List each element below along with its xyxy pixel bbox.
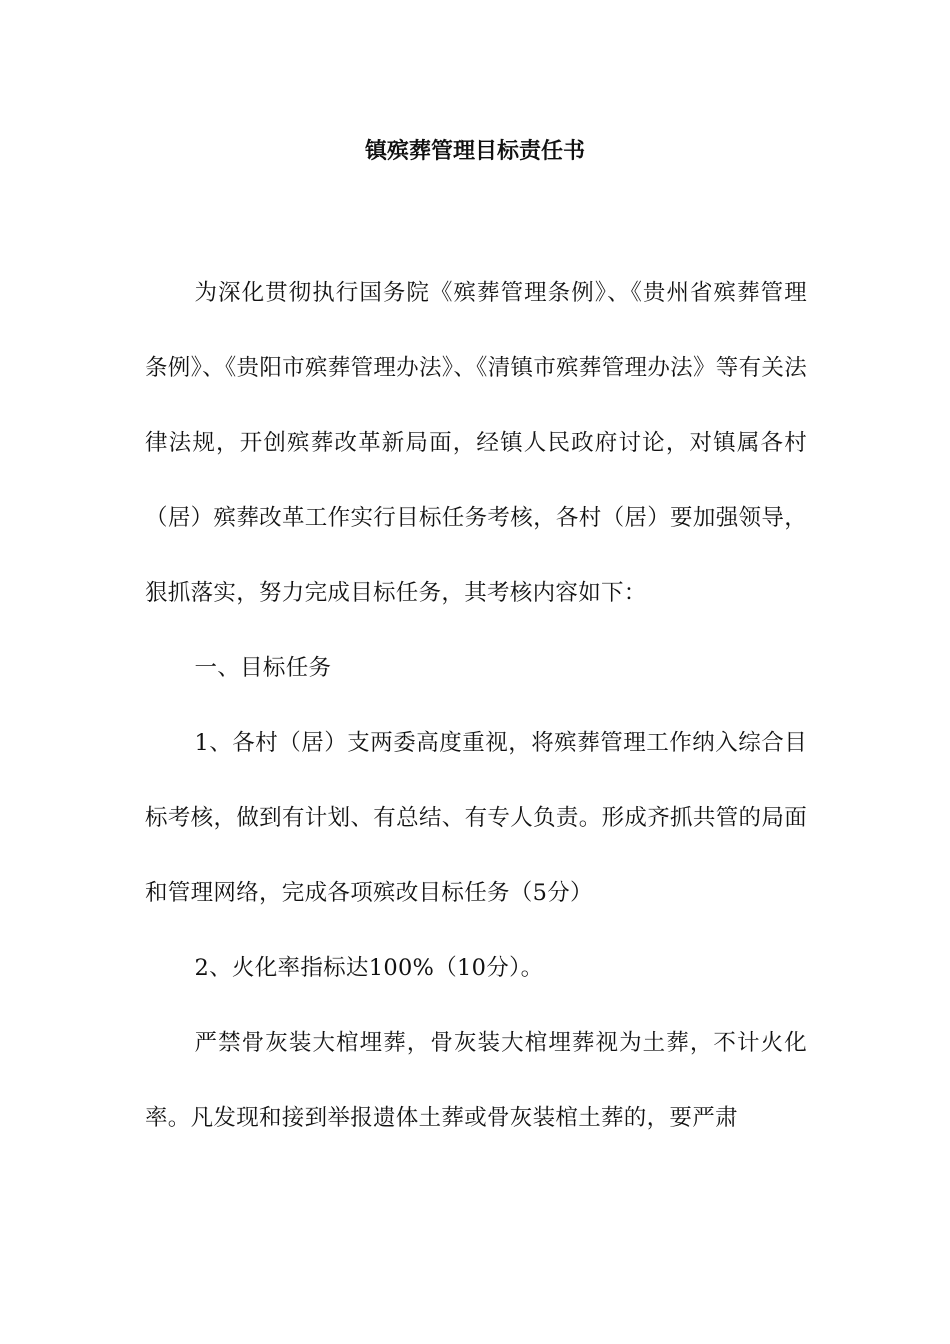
document-title: 镇殡葬管理目标责任书	[364, 138, 585, 164]
paragraph-intro: 为深化贯彻执行国务院《殡葬管理条例》、《贵州省殡葬管理条例》、《贵阳市殡葬管理办法》、《清镇市殡葬管理办法》等有关法律法规，开创殡葬改革新局面，经镇人民政府讨论，对镇属各村（居）殡葬改革工作实行目标任务考核，各村（居）要加强领导，狠抓落实，努力完成目标任务，其考核内容如下：	[145, 280, 807, 606]
section-heading-targets: 一、目标任务	[194, 655, 332, 681]
paragraph-cremation-rule: 严禁骨灰装大棺埋葬，骨灰装大棺埋葬视为土葬，不计火化率。凡发现和接到举报遗体土葬或骨灰装棺土葬的，要严肃	[145, 1030, 807, 1131]
paragraph-item-1: 1、各村（居）支两委高度重视，将殡葬管理工作纳入综合目标考核，做到有计划、有总结、有专人负责。形成齐抓共管的局面和管理网络，完成各项殡改目标任务（5分）	[145, 730, 807, 906]
document-body	[145, 256, 807, 1156]
paragraph-item-2: 2、火化率指标达100%（10分）。	[194, 955, 544, 981]
